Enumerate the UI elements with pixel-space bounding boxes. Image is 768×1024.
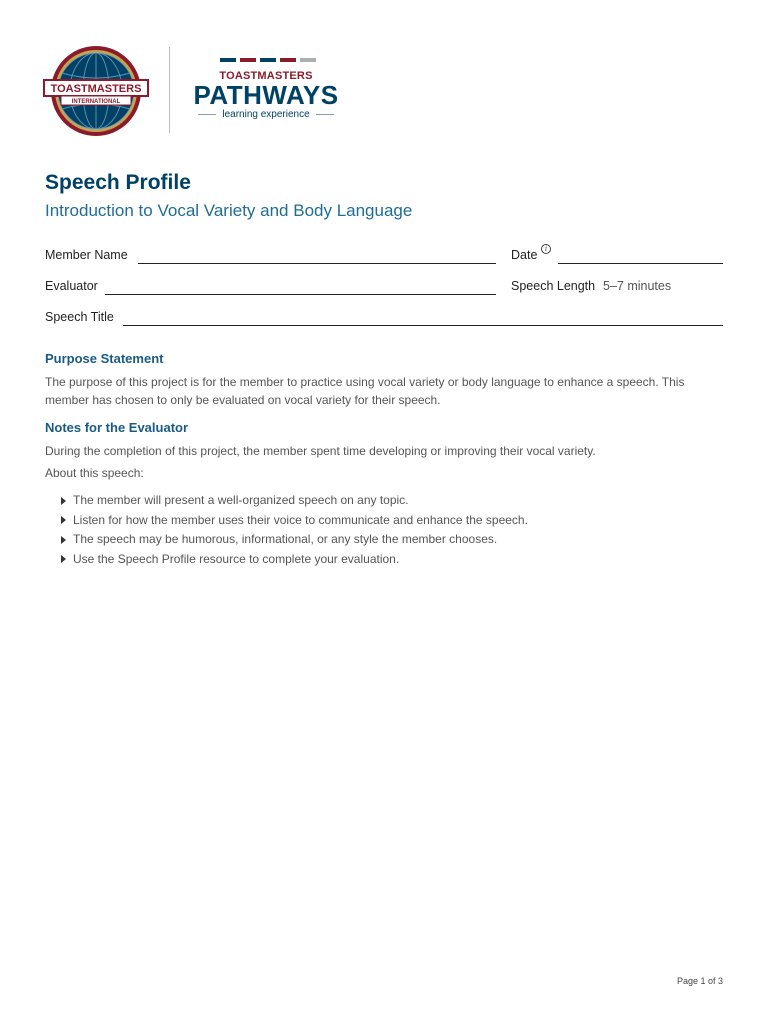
toastmasters-international-logo — [43, 45, 149, 137]
list-item — [61, 511, 528, 531]
pathways-bar — [260, 58, 276, 62]
list-item-text: Listen for how the member uses their voice to communicate and enhance the speech. — [73, 512, 528, 527]
pathways-color-bars — [220, 58, 316, 62]
info-icon: i — [541, 244, 551, 254]
evaluator-label: Evaluator — [45, 279, 98, 293]
list-item-text: The member will present a well-organized speech on any topic. — [73, 493, 409, 507]
pathways-logo — [188, 58, 344, 124]
pathways-bar — [220, 58, 236, 62]
pathways-main-text: PATHWAYS — [193, 80, 339, 110]
list-item — [61, 491, 528, 511]
ti-logo-ribbon-text: TOASTMASTERS — [50, 83, 142, 95]
purpose-heading: Purpose Statement — [45, 351, 164, 366]
purpose-text — [45, 373, 735, 409]
bullet-arrow-icon — [61, 516, 66, 524]
evaluator-field[interactable] — [105, 294, 496, 295]
notes-paragraph: During the completion of this project, the member spent time developing or improving their vocal variety. — [45, 444, 596, 458]
pathways-bar — [280, 58, 296, 62]
pathways-top-text: TOASTMASTERS — [219, 70, 313, 82]
member-name-field[interactable] — [138, 263, 496, 264]
purpose-line: The purpose of this project is for the member to practice using vocal variety or body language to enhance a speech. This — [45, 375, 685, 389]
pathways-bar — [300, 58, 316, 62]
pathways-bar — [240, 58, 256, 62]
about-speech-text: About this speech: — [45, 466, 144, 480]
member-name-label: Member Name — [45, 248, 128, 262]
ti-logo-sub-text: INTERNATIONAL — [71, 99, 121, 105]
notes-bullet-list — [61, 491, 528, 569]
list-item — [61, 550, 528, 570]
page-subtitle: Introduction to Vocal Variety and Body Language — [45, 201, 413, 220]
header-divider — [169, 47, 170, 133]
date-label: Date — [511, 248, 538, 262]
page-title: Speech Profile — [45, 171, 191, 194]
bullet-arrow-icon — [61, 497, 66, 505]
bullet-arrow-icon — [61, 555, 66, 563]
speech-title-field[interactable] — [123, 325, 723, 326]
speech-length-label: Speech Length — [511, 279, 596, 293]
date-field[interactable] — [558, 263, 723, 264]
speech-length-value: 5–7 minutes — [603, 279, 672, 293]
speech-title-label: Speech Title — [45, 310, 114, 324]
page-number: Page 1 of 3 — [676, 976, 723, 986]
bullet-arrow-icon — [61, 536, 66, 544]
list-item-text: The speech may be humorous, informational, or any style the member chooses. — [73, 532, 498, 546]
list-item — [61, 530, 528, 550]
list-item-text: Use the Speech Profile resource to complete your evaluation. — [73, 551, 400, 566]
pathways-sub-text: learning experience — [188, 109, 344, 120]
notes-heading: Notes for the Evaluator — [45, 420, 189, 435]
purpose-line: member has chosen to only be evaluated on vocal variety for their speech. — [45, 393, 441, 407]
